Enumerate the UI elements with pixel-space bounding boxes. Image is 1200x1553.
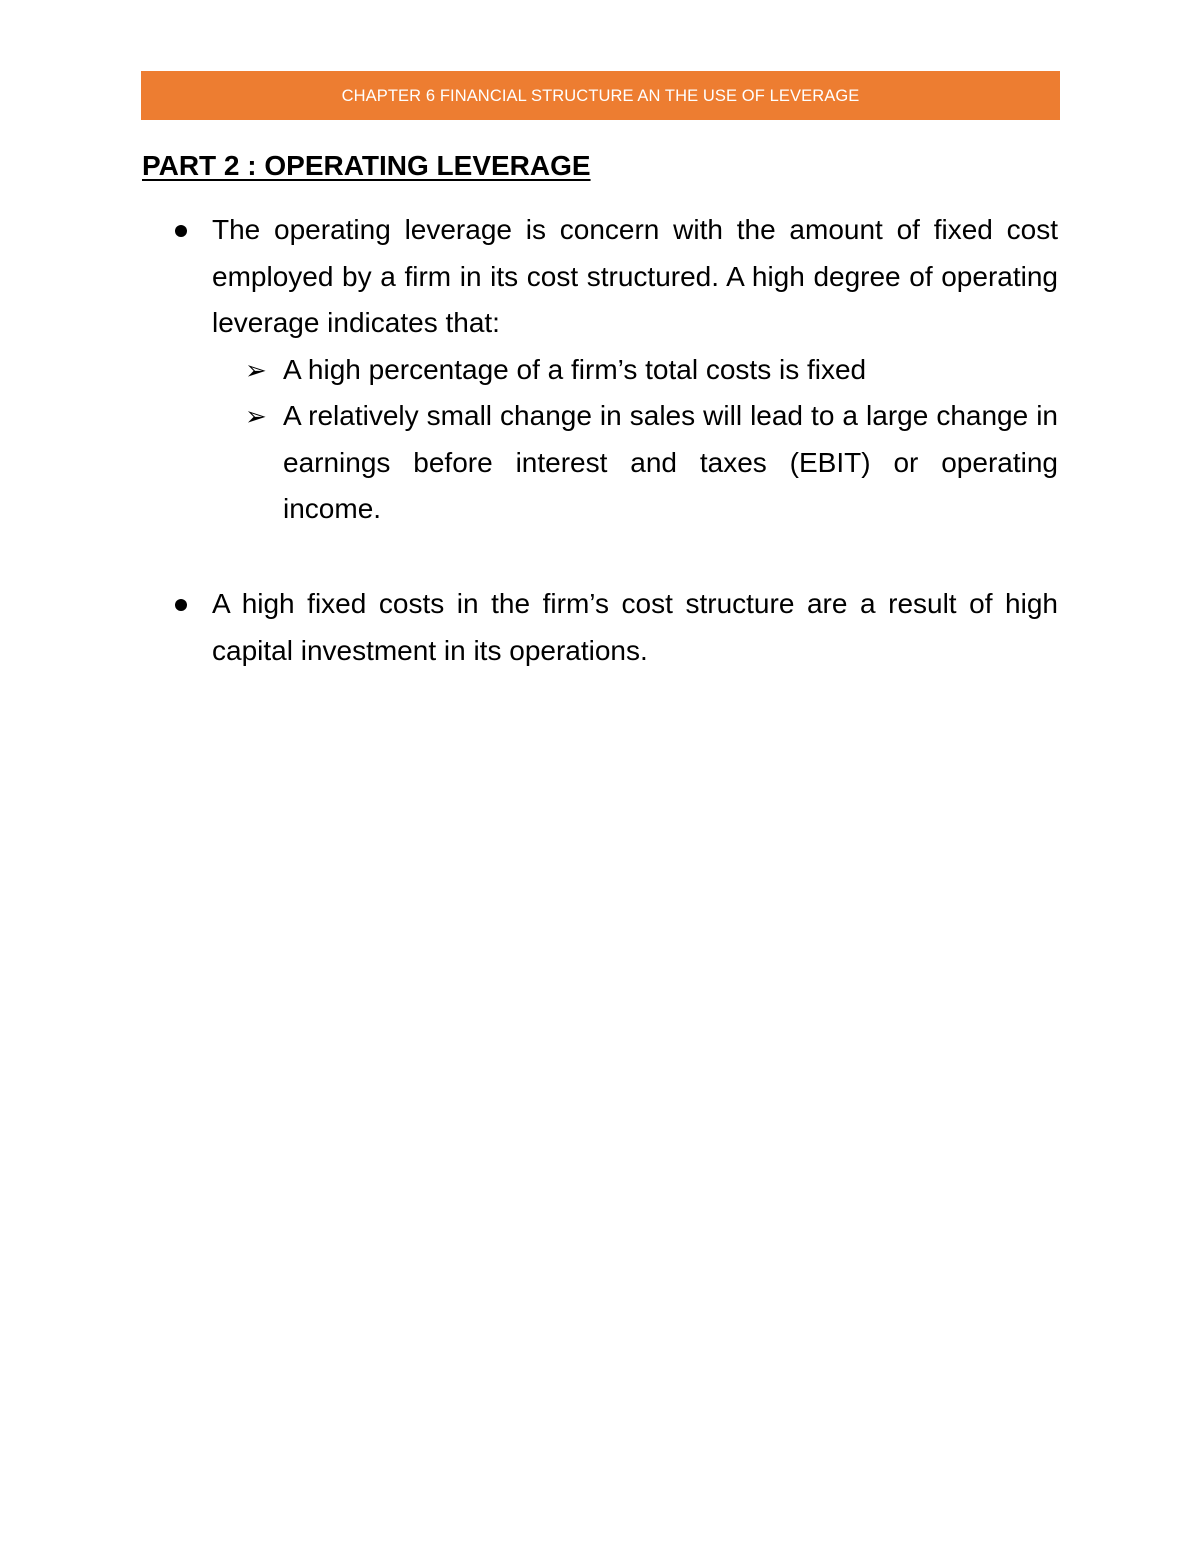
bullet-icon: [175, 225, 187, 237]
sub-list: [212, 347, 1058, 533]
bullet-item-2: [212, 581, 1058, 674]
chapter-header-text: CHAPTER 6 FINANCIAL STRUCTURE AN THE USE OF LEVERAGE: [341, 87, 860, 105]
sub-list-item-text: A relatively small change in sales will lead to a large change in earnings before interest and taxes (EBIT) or operating income.: [283, 400, 1058, 524]
chapter-header-band: [141, 71, 1060, 120]
arrowhead-icon: ➢: [245, 401, 267, 431]
arrowhead-icon: ➢: [245, 354, 267, 385]
bullet-text: A high fixed costs in the firm’s cost structure are a result of high capital investment in its operations.: [212, 588, 1058, 666]
bullet-icon: [175, 599, 187, 611]
sub-list-item-text: A high percentage of a firm’s total costs is fixed: [283, 353, 867, 385]
bullet-text: The operating leverage is concern with the amount of fixed cost employed by a firm in its cost structured. A high degree of operating leverage indicates that:: [212, 214, 1058, 338]
section-title: PART 2 : OPERATING LEVERAGE: [142, 150, 591, 181]
sub-list-item: [212, 393, 1058, 533]
sub-list-item: [212, 347, 1058, 394]
bullet-item-1: [212, 207, 1058, 533]
